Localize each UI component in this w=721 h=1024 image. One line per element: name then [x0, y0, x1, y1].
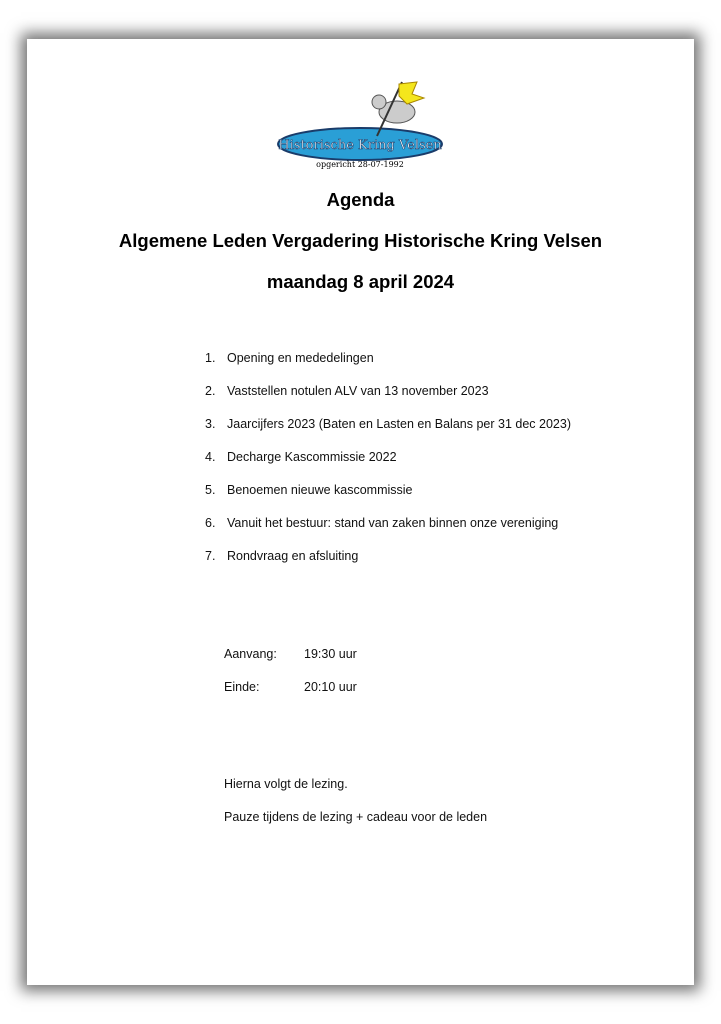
svg-text:opgericht 28-07-1992: opgericht 28-07-1992 [316, 160, 404, 169]
meeting-date: maandag 8 april 2024 [266, 271, 455, 292]
meeting-subtitle: Algemene Leden Vergadering Historische Kring Velsen [118, 230, 603, 251]
historische-kring-velsen-logo [277, 74, 447, 169]
end-time: 20:10 uur [304, 680, 357, 694]
note-break: Pauze tijdens de lezing + cadeau voor de leden [224, 810, 488, 824]
document-page [27, 39, 694, 985]
start-time: 19:30 uur [304, 647, 357, 661]
agenda-item: 3. Jaarcijfers 2023 (Baten en Lasten en Balans per 31 dec 2023) [205, 417, 571, 431]
agenda-item: 6. Vanuit het bestuur: stand van zaken binnen onze vereniging [205, 516, 559, 530]
agenda-title: Agenda [326, 189, 395, 210]
end-label: Einde: [224, 680, 260, 694]
start-label: Aanvang: [224, 647, 277, 661]
agenda-item: 5. Benoemen nieuwe kascommissie [205, 483, 413, 497]
note-lecture: Hierna volgt de lezing. [224, 777, 348, 791]
agenda-item: 1. Opening en mededelingen [205, 351, 374, 365]
agenda-item: 2. Vaststellen notulen ALV van 13 november 2023 [205, 384, 489, 398]
agenda-item: 4. Decharge Kascommissie 2022 [205, 450, 397, 464]
agenda-item: 7. Rondvraag en afsluiting [205, 549, 359, 563]
svg-text:Historische Kring Velsen: Historische Kring Velsen [278, 138, 442, 153]
